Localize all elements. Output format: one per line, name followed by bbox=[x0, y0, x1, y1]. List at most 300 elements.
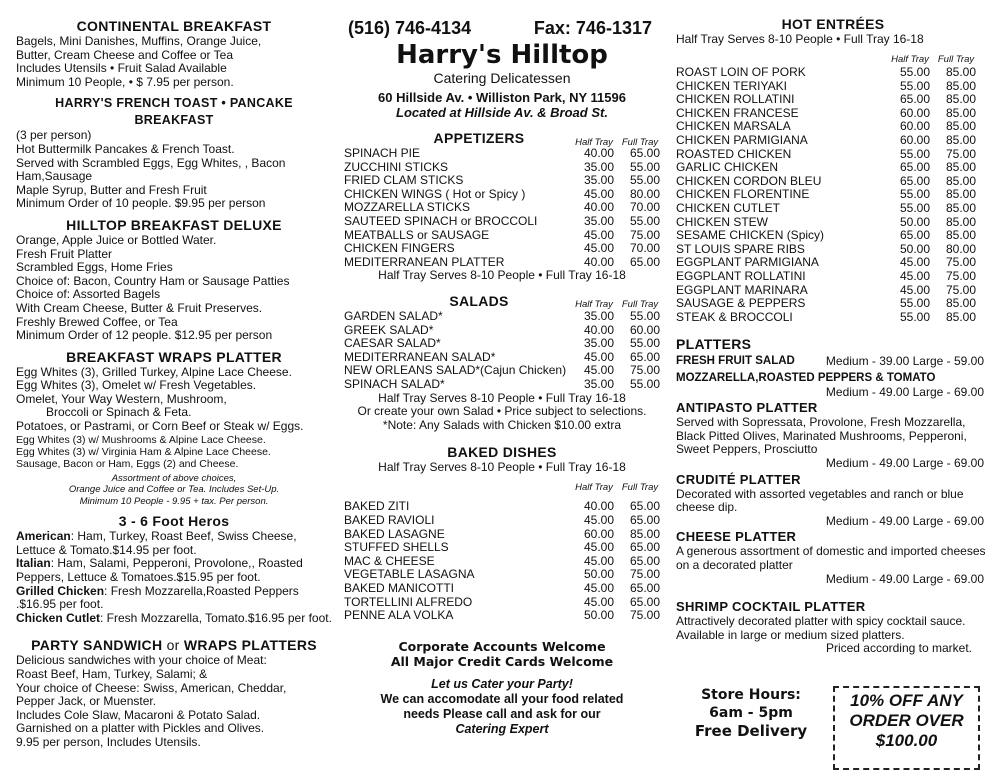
hot-entree-full-price: 85.00 bbox=[945, 105, 976, 120]
hot-note: Half Tray Serves 8-10 People • Full Tray 16-18 bbox=[676, 32, 924, 46]
salad-item-name: SPINACH SALAD* bbox=[344, 377, 445, 391]
salad-half-price: 45.00 bbox=[583, 363, 614, 378]
hot-entree-row bbox=[676, 243, 976, 257]
appetizer-item-name: SPINACH PIE bbox=[344, 147, 421, 160]
hot-entree-half-price: 65.00 bbox=[899, 160, 930, 175]
hot-entree-item-name: CHICKEN FLORENTINE bbox=[676, 188, 810, 202]
hot-entree-half-price: 65.00 bbox=[899, 228, 930, 243]
fax-number: Fax: 746-1317 bbox=[533, 18, 652, 38]
desc-line: Roast Beef, Ham, Turkey, Salami; & bbox=[16, 666, 208, 681]
salads-title: SALADS bbox=[449, 292, 509, 309]
baked-col-headers bbox=[344, 483, 660, 493]
appetizer-row bbox=[344, 188, 660, 202]
hot-entree-half-price: 55.00 bbox=[899, 146, 930, 161]
hot-entree-item-name: CHICKEN MARSALA bbox=[676, 120, 791, 134]
salad-full-price: 65.00 bbox=[629, 349, 660, 364]
hot-entree-item-name: CHICKEN FRANCESE bbox=[676, 106, 799, 120]
salad-item-name: GREEK SALAD* bbox=[344, 323, 434, 337]
appetizer-item-name: CHICKEN FINGERS bbox=[344, 242, 455, 256]
hot-entree-full-price: 85.00 bbox=[945, 160, 976, 175]
desc-line: With Cream Cheese, Butter & Fruit Preserves. bbox=[16, 300, 263, 315]
baked-dish-half-price: 45.00 bbox=[583, 580, 614, 595]
desc-line: Available in large or medium sized platters. bbox=[676, 627, 905, 642]
right-column bbox=[676, 16, 990, 774]
desc-line: 9.95 per person, Includes Utensils. bbox=[16, 734, 201, 749]
hot-entree-half-price: 55.00 bbox=[899, 65, 930, 80]
desc-line: Bagels, Mini Danishes, Muffins, Orange Juice, bbox=[16, 34, 262, 48]
party-title-b: WRAPS PLATTERS bbox=[183, 637, 317, 654]
party-title-or: or bbox=[162, 637, 184, 654]
hot-entree-full-price: 75.00 bbox=[945, 269, 976, 283]
hot-entree-item-name: SESAME CHICKEN (Spicy) bbox=[676, 229, 825, 243]
hot-entree-half-price: 55.00 bbox=[899, 309, 930, 324]
hot-entree-full-price: 85.00 bbox=[945, 65, 976, 80]
desc-line: Garnished on a platter with Pickles and Olives. bbox=[16, 721, 265, 736]
hero-label: Italian bbox=[16, 556, 51, 571]
hot-entree-item-name: ROAST LOIN OF PORK bbox=[676, 66, 806, 80]
appetizer-item-name: SAUTEED SPINACH or BROCCOLI bbox=[344, 214, 538, 228]
hot-entree-row bbox=[676, 93, 976, 107]
baked-dish-full-price: 75.00 bbox=[629, 608, 660, 623]
hot-entree-full-price: 85.00 bbox=[945, 309, 976, 324]
baked-dish-row bbox=[344, 500, 660, 514]
hot-entree-half-price: 65.00 bbox=[899, 92, 930, 107]
appetizer-full-price: 75.00 bbox=[629, 227, 660, 242]
hot-entree-row bbox=[676, 297, 976, 311]
baked-list bbox=[344, 500, 660, 622]
party-desc bbox=[16, 654, 332, 749]
desc-line: Fresh Fruit Platter bbox=[16, 246, 113, 261]
baked-dish-half-price: 50.00 bbox=[583, 567, 614, 582]
hot-entree-half-price: 55.00 bbox=[899, 187, 930, 202]
mozz-name: MOZZARELLA,ROASTED PEPPERS & TOMATO bbox=[676, 371, 936, 384]
business-address: 60 Hillside Av. • Williston Park, NY 11596 bbox=[378, 90, 626, 105]
salad-full-price: 55.00 bbox=[629, 376, 660, 391]
cater-expert: Catering Expert bbox=[455, 721, 549, 736]
french-toast-desc bbox=[16, 129, 332, 211]
hot-entree-row bbox=[676, 311, 976, 325]
cater-headline bbox=[344, 677, 660, 692]
baked-dish-full-price: 65.00 bbox=[629, 594, 660, 609]
baked-dish-row bbox=[344, 555, 660, 569]
baked-dish-half-price: 45.00 bbox=[583, 594, 614, 609]
cheese-name: CHEESE PLATTER bbox=[676, 529, 797, 545]
appetizer-full-price: 70.00 bbox=[629, 200, 660, 215]
cater-a: Let us Cater your bbox=[431, 676, 538, 691]
appetizer-row bbox=[344, 201, 660, 215]
salads-note: Half Tray Serves 8-10 People • Full Tray 16-18 bbox=[378, 390, 626, 405]
appetizer-half-price: 45.00 bbox=[583, 241, 614, 256]
hot-title: HOT ENTRÉES bbox=[781, 16, 885, 32]
business-name: Harry's Hilltop bbox=[396, 40, 608, 70]
baked-dish-item-name: BAKED MANICOTTI bbox=[344, 581, 455, 595]
hot-entree-half-price: 60.00 bbox=[899, 105, 930, 120]
party-title-a: PARTY SANDWICH bbox=[31, 637, 163, 654]
continental-desc bbox=[16, 35, 332, 89]
hot-entree-full-price: 85.00 bbox=[945, 228, 976, 243]
full-tray-label: Full Tray bbox=[621, 481, 659, 493]
salads-header bbox=[344, 293, 660, 310]
desc-line: Sausage, Bacon or Ham, Eggs (2) and Cheese. bbox=[16, 457, 239, 470]
wraps-note: Minimum 10 People - 9.95 + tax. Per person. bbox=[79, 495, 269, 507]
hero-cont: Peppers, Lettuce & Tomatoes.$15.95 per foot. bbox=[16, 569, 261, 584]
salad-row bbox=[344, 364, 660, 378]
hot-entree-half-price: 45.00 bbox=[899, 269, 930, 283]
baked-dish-item-name: BAKED LASAGNE bbox=[344, 527, 445, 541]
deluxe-title: HILLTOP BREAKFAST DELUXE bbox=[66, 216, 282, 233]
credit-text: All Major Credit Cards Welcome bbox=[390, 653, 614, 669]
hero-text: : Ham, Turkey, Roast Beef, Swiss Cheese, bbox=[70, 529, 297, 544]
desc-line: Egg Whites (3), Grilled Turkey, Alpine Lace Cheese. bbox=[16, 364, 292, 379]
salads-note: Or create your own Salad • Price subject to selections. bbox=[357, 404, 647, 419]
salads-note: *Note: Any Salads with Chicken $10.00 extra bbox=[382, 417, 622, 432]
hot-list bbox=[676, 66, 990, 324]
desc-line: Egg Whites (3) w/ Virginia Ham & Alpine Lace Cheese. bbox=[16, 445, 271, 458]
desc-line: Orange, Apple Juice or Bottled Water. bbox=[16, 232, 217, 247]
appetizer-full-price: 55.00 bbox=[629, 213, 660, 228]
business-tagline: Catering Delicatessen bbox=[433, 70, 571, 86]
salad-item-name: CAESAR SALAD* bbox=[344, 337, 441, 351]
hot-entree-half-price: 45.00 bbox=[899, 255, 930, 270]
full-tray-label: Full Tray bbox=[621, 136, 659, 148]
appetizer-half-price: 45.00 bbox=[583, 227, 614, 242]
hot-entree-half-price: 45.00 bbox=[899, 282, 930, 297]
salad-half-price: 35.00 bbox=[583, 336, 614, 351]
hot-entree-full-price: 85.00 bbox=[945, 214, 976, 229]
hot-entree-item-name: CHICKEN CUTLET bbox=[676, 202, 781, 216]
mozz-price: Medium - 49.00 Large - 69.00 bbox=[825, 384, 984, 399]
salads-list bbox=[344, 310, 660, 392]
desc-line: Butter, Cream Cheese and Coffee or Tea bbox=[16, 47, 234, 62]
hot-entree-full-price: 85.00 bbox=[945, 78, 976, 93]
fruit-name: FRESH FRUIT SALAD bbox=[676, 355, 795, 368]
hot-entree-item-name: STEAK & BROCCOLI bbox=[676, 310, 793, 324]
desc-line: on a decorated platter bbox=[676, 557, 793, 572]
baked-dish-item-name: BAKED ZITI bbox=[344, 500, 410, 514]
desc-line: Hot Buttermilk Pancakes & French Toast. bbox=[16, 141, 235, 156]
baked-dish-row bbox=[344, 528, 660, 542]
french-toast-title: HARRY'S FRENCH TOAST • PANCAKE BREAKFAST bbox=[55, 96, 293, 128]
cater-line: needs Please call and ask for our bbox=[403, 706, 601, 721]
baked-dish-half-price: 60.00 bbox=[583, 526, 614, 541]
hot-entree-item-name: CHICKEN TERIYAKI bbox=[676, 79, 787, 93]
hero-cont: Lettuce & Tomato.$14.95 per foot. bbox=[16, 542, 197, 557]
hot-entree-row bbox=[676, 229, 976, 243]
baked-dish-full-price: 75.00 bbox=[629, 567, 660, 582]
hot-entree-row bbox=[676, 134, 976, 148]
shrimp-name: SHRIMP COCKTAIL PLATTER bbox=[676, 599, 866, 615]
baked-dish-row bbox=[344, 541, 660, 555]
baked-dish-item-name: MAC & CHEESE bbox=[344, 554, 435, 568]
hours-title: Store Hours: bbox=[701, 687, 801, 703]
wraps-note: Assortment of above choices, bbox=[111, 472, 237, 484]
baked-dish-item-name: VEGETABLE LASAGNA bbox=[344, 568, 475, 582]
full-tray-label: Full Tray bbox=[937, 53, 975, 65]
crudite-name: CRUDITÉ PLATTER bbox=[676, 471, 801, 487]
salad-row bbox=[344, 337, 660, 351]
baked-title: BAKED DISHES bbox=[447, 444, 557, 461]
appetizer-half-price: 35.00 bbox=[583, 159, 614, 174]
cater-b: Party! bbox=[537, 676, 573, 691]
baked-dish-item-name: PENNE ALA VOLKA bbox=[344, 609, 454, 623]
salad-row bbox=[344, 351, 660, 365]
hero-label: American bbox=[16, 529, 71, 544]
shrimp-price: Priced according to market. bbox=[825, 641, 972, 656]
antipasto-name: ANTIPASTO PLATTER bbox=[676, 400, 818, 416]
hot-entree-full-price: 85.00 bbox=[945, 187, 976, 202]
salad-half-price: 35.00 bbox=[583, 308, 614, 323]
hot-entree-full-price: 85.00 bbox=[945, 201, 976, 216]
appetizer-row bbox=[344, 161, 660, 175]
hot-entree-full-price: 75.00 bbox=[945, 255, 976, 270]
wraps-desc bbox=[16, 366, 332, 507]
hot-entree-item-name: CHICKEN STEW bbox=[676, 215, 769, 229]
wraps-note: Orange Juice and Coffee or Tea. Includes Set-Up. bbox=[68, 484, 280, 496]
business-location: Located at Hillside Av. & Broad St. bbox=[396, 105, 608, 120]
desc-line: Minimum 10 People, • $ 7.95 per person. bbox=[16, 74, 234, 89]
hot-entree-half-price: 65.00 bbox=[899, 173, 930, 188]
hot-entree-full-price: 80.00 bbox=[945, 241, 976, 256]
appetizer-full-price: 55.00 bbox=[629, 173, 660, 188]
hot-entree-row bbox=[676, 256, 976, 270]
appetizer-half-price: 35.00 bbox=[583, 213, 614, 228]
baked-dish-full-price: 65.00 bbox=[629, 580, 660, 595]
appetizer-full-price: 70.00 bbox=[629, 241, 660, 256]
salad-half-price: 35.00 bbox=[583, 376, 614, 391]
half-tray-label: Half Tray bbox=[575, 136, 613, 148]
desc-line: Scrambled Eggs, Home Fries bbox=[16, 260, 173, 275]
hot-entree-row bbox=[676, 270, 976, 284]
appetizer-row bbox=[344, 215, 660, 229]
baked-dish-item-name: TORTELLINI ALFREDO bbox=[344, 595, 473, 609]
appetizer-full-price: 80.00 bbox=[629, 186, 660, 201]
hero-label: Grilled Chicken bbox=[16, 583, 105, 598]
deluxe-desc bbox=[16, 234, 332, 343]
desc-line: Egg Whites (3), Omelet w/ Fresh Vegetables. bbox=[16, 378, 257, 393]
free-delivery: Free Delivery bbox=[694, 722, 808, 740]
hot-entree-row bbox=[676, 161, 976, 175]
desc-line: Includes Utensils • Fruit Salad Available bbox=[16, 61, 227, 76]
hot-entree-full-price: 85.00 bbox=[945, 133, 976, 148]
desc-line: Minimum Order of 12 people. $12.95 per person bbox=[16, 328, 273, 343]
hot-entree-full-price: 85.00 bbox=[945, 92, 976, 107]
desc-line: Choice of: Bacon, Country Ham or Sausage Patties bbox=[16, 273, 290, 288]
hot-entree-row bbox=[676, 148, 976, 162]
salad-item-name: GARDEN SALAD* bbox=[344, 309, 443, 323]
hot-entree-row bbox=[676, 202, 976, 216]
desc-line: Maple Syrup, Butter and Fresh Fruit bbox=[16, 182, 207, 197]
appetizer-half-price: 45.00 bbox=[583, 186, 614, 201]
hot-entree-half-price: 55.00 bbox=[899, 201, 930, 216]
desc-line: Served with Scrambled Eggs, Egg Whites, , Bacon bbox=[16, 155, 286, 170]
desc-line: Includes Cole Slaw, Macaroni & Potato Salad. bbox=[16, 707, 261, 722]
coupon-line: ORDER OVER bbox=[849, 711, 964, 730]
salad-item-name: NEW ORLEANS SALAD*(Cajun Chicken) bbox=[344, 364, 567, 378]
hours-value: 6am - 5pm bbox=[709, 705, 793, 721]
appetizer-item-name: MOZZARELLA STICKS bbox=[344, 201, 471, 215]
appetizer-item-name: MEDITERRANEAN PLATTER bbox=[344, 255, 505, 269]
hot-entree-item-name: CHICKEN CORDON BLEU bbox=[676, 174, 822, 188]
hero-cont: .$16.95 per foot. bbox=[16, 597, 104, 612]
hot-entree-item-name: ST LOUIS SPARE RIBS bbox=[676, 242, 805, 256]
appetizer-half-price: 40.00 bbox=[583, 146, 614, 160]
hot-entree-full-price: 75.00 bbox=[945, 282, 976, 297]
center-column bbox=[344, 18, 660, 774]
fruit-price: Medium - 39.00 Large - 59.00 bbox=[825, 354, 984, 369]
wraps-title: BREAKFAST WRAPS PLATTER bbox=[66, 348, 282, 365]
baked-dish-half-price: 45.00 bbox=[583, 553, 614, 568]
baked-dish-half-price: 45.00 bbox=[583, 540, 614, 555]
baked-dish-row bbox=[344, 514, 660, 528]
desc-line: Served with Sopressata, Provolone, Fresh Mozzarella, bbox=[676, 415, 966, 430]
hot-entree-full-price: 85.00 bbox=[945, 296, 976, 311]
desc-line: Egg Whites (3) w/ Mushrooms & Alpine Lace Cheese. bbox=[16, 433, 266, 446]
coupon-line: $100.00 bbox=[875, 731, 938, 750]
hot-entree-row bbox=[676, 66, 976, 80]
appetizer-row bbox=[344, 256, 660, 270]
salad-full-price: 55.00 bbox=[629, 308, 660, 323]
appetizer-full-price: 65.00 bbox=[629, 254, 660, 269]
appetizers-note: Half Tray Serves 8-10 People • Full Tray 16-18 bbox=[378, 268, 626, 283]
baked-dish-row bbox=[344, 568, 660, 582]
desc-line: Freshly Brewed Coffee, or Tea bbox=[16, 314, 178, 329]
appetizer-row bbox=[344, 229, 660, 243]
baked-dish-full-price: 65.00 bbox=[629, 512, 660, 527]
discount-coupon bbox=[833, 686, 980, 770]
hero-label: Chicken Cutlet bbox=[16, 610, 101, 625]
desc-line: Your choice of Cheese: Swiss, American, Cheddar, bbox=[16, 680, 287, 695]
appetizer-full-price: 65.00 bbox=[629, 146, 660, 160]
desc-line: Decorated with assorted vegetables and ranch or blue bbox=[676, 486, 964, 501]
hero-text: : Ham, Salami, Pepperoni, Provolone,, Roasted bbox=[50, 556, 303, 571]
hot-entree-half-price: 50.00 bbox=[899, 241, 930, 256]
hot-entree-half-price: 55.00 bbox=[899, 78, 930, 93]
salad-half-price: 40.00 bbox=[583, 322, 614, 337]
hot-entree-half-price: 50.00 bbox=[899, 214, 930, 229]
hot-entree-row bbox=[676, 175, 976, 189]
baked-dish-row bbox=[344, 596, 660, 610]
heros-desc bbox=[16, 530, 332, 625]
desc-line: Potatoes, or Pastrami, or Corn Beef or Steak w/ Eggs. bbox=[16, 419, 304, 434]
appetizer-row bbox=[344, 147, 660, 161]
cater-line: We can accomodate all your food related bbox=[380, 691, 624, 706]
salad-item-name: MEDITERRANEAN SALAD* bbox=[344, 350, 496, 364]
half-tray-label: Half Tray bbox=[575, 299, 613, 311]
desc-line: Delicious sandwiches with your choice of Meat: bbox=[16, 653, 267, 668]
hot-entree-half-price: 60.00 bbox=[899, 119, 930, 134]
appetizer-half-price: 35.00 bbox=[583, 173, 614, 188]
hot-entree-full-price: 85.00 bbox=[945, 173, 976, 188]
appetizer-item-name: FRIED CLAM STICKS bbox=[344, 174, 464, 188]
desc-line: Omelet, Your Way Western, Mushroom, bbox=[16, 391, 227, 406]
hot-entree-half-price: 60.00 bbox=[899, 133, 930, 148]
desc-line: Attractively decorated platter with spicy cocktail sauce. bbox=[676, 614, 966, 629]
hot-entree-item-name: CHICKEN PARMIGIANA bbox=[676, 134, 808, 148]
salad-row bbox=[344, 324, 660, 338]
left-column bbox=[16, 18, 332, 774]
coupon-line: 10% OFF ANY bbox=[850, 691, 963, 710]
contact-line bbox=[344, 18, 660, 38]
cheese-price: Medium - 49.00 Large - 69.00 bbox=[825, 571, 984, 586]
appetizer-row bbox=[344, 242, 660, 256]
baked-note: Half Tray Serves 8-10 People • Full Tray 16-18 bbox=[378, 460, 626, 475]
half-tray-label: Half Tray bbox=[891, 53, 929, 65]
half-tray-label: Half Tray bbox=[575, 481, 613, 493]
hot-entree-row bbox=[676, 284, 976, 298]
baked-dish-half-price: 45.00 bbox=[583, 512, 614, 527]
desc-line: cheese dip. bbox=[676, 500, 738, 515]
hot-entree-row bbox=[676, 188, 976, 202]
salad-full-price: 75.00 bbox=[629, 363, 660, 378]
appetizer-half-price: 40.00 bbox=[583, 254, 614, 269]
appetizer-item-name: MEATBALLS or SAUSAGE bbox=[344, 228, 490, 242]
appetizer-half-price: 40.00 bbox=[583, 200, 614, 215]
desc-line: Broccoli or Spinach & Feta. bbox=[46, 405, 192, 420]
platters-title: PLATTERS bbox=[676, 336, 752, 353]
hot-entree-item-name: ROASTED CHICKEN bbox=[676, 147, 792, 161]
salad-full-price: 60.00 bbox=[629, 322, 660, 337]
desc-line: Ham,Sausage bbox=[16, 169, 93, 184]
baked-dish-full-price: 65.00 bbox=[629, 499, 660, 514]
salad-full-price: 55.00 bbox=[629, 336, 660, 351]
appetizer-row bbox=[344, 174, 660, 188]
antipasto-price: Medium - 49.00 Large - 69.00 bbox=[825, 455, 984, 470]
full-tray-label: Full Tray bbox=[621, 299, 659, 311]
salad-row bbox=[344, 378, 660, 392]
baked-dish-item-name: STUFFED SHELLS bbox=[344, 541, 449, 555]
baked-dish-full-price: 65.00 bbox=[629, 540, 660, 555]
appetizers-title: APPETIZERS bbox=[433, 130, 525, 146]
appetizer-item-name: CHICKEN WINGS ( Hot or Spicy ) bbox=[344, 187, 526, 201]
party-title bbox=[16, 637, 332, 654]
hot-entree-item-name: EGGPLANT ROLLATINI bbox=[676, 270, 806, 283]
desc-line: A generous assortment of domestic and imported cheeses bbox=[676, 544, 986, 559]
hot-entree-full-price: 85.00 bbox=[945, 119, 976, 134]
salad-half-price: 45.00 bbox=[583, 349, 614, 364]
hot-entree-item-name: EGGPLANT PARMIGIANA bbox=[676, 256, 819, 270]
hot-entree-row bbox=[676, 107, 976, 121]
baked-dish-half-price: 40.00 bbox=[583, 499, 614, 514]
hot-entree-item-name: CHICKEN ROLLATINI bbox=[676, 93, 795, 107]
baked-dish-full-price: 65.00 bbox=[629, 553, 660, 568]
baked-dish-row bbox=[344, 609, 660, 623]
appetizer-item-name: ZUCCHINI STICKS bbox=[344, 160, 449, 174]
desc-line: Pepper Jack, or Muenster. bbox=[16, 694, 157, 709]
hot-entree-full-price: 75.00 bbox=[945, 146, 976, 161]
appetizer-full-price: 55.00 bbox=[629, 159, 660, 174]
hero-text: : Fresh Mozzarella, Tomato.$16.95 per foot. bbox=[100, 610, 332, 625]
desc-line: Minimum Order of 10 people. $9.95 per person bbox=[16, 196, 266, 211]
hot-entree-item-name: GARLIC CHICKEN bbox=[676, 161, 779, 175]
salad-row bbox=[344, 310, 660, 324]
desc-line: Choice of: Assorted Bagels bbox=[16, 287, 161, 302]
corporate-text: Corporate Accounts Welcome bbox=[398, 638, 606, 654]
crudite-price: Medium - 49.00 Large - 69.00 bbox=[825, 513, 984, 528]
baked-dish-half-price: 50.00 bbox=[583, 608, 614, 623]
phone-number[interactable]: (516) 746-4134 bbox=[348, 18, 472, 38]
baked-dish-item-name: BAKED RAVIOLI bbox=[344, 513, 435, 527]
appetizers-list bbox=[344, 147, 660, 269]
hot-col-headers bbox=[676, 55, 990, 65]
fruit-row bbox=[676, 355, 990, 369]
store-info bbox=[676, 686, 826, 740]
baked-dish-row bbox=[344, 582, 660, 596]
hot-entree-row bbox=[676, 120, 976, 134]
hot-entree-half-price: 55.00 bbox=[899, 296, 930, 311]
continental-title: CONTINENTAL BREAKFAST bbox=[76, 18, 272, 34]
hot-entree-item-name: SAUSAGE & PEPPERS bbox=[676, 297, 806, 311]
hero-text: : Fresh Mozzarella,Roasted Peppers bbox=[104, 583, 299, 598]
